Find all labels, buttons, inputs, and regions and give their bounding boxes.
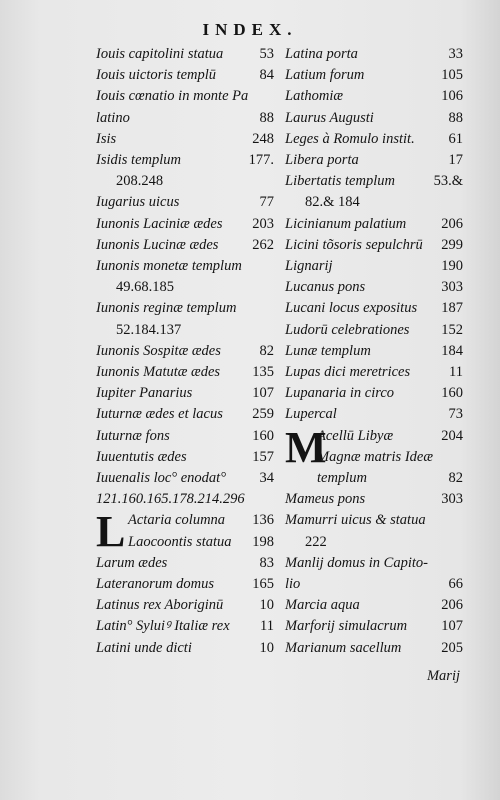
index-entry <box>285 532 463 553</box>
entry-page-ref: 34 <box>259 470 274 487</box>
index-entry <box>285 277 463 298</box>
index-entry <box>285 44 463 65</box>
index-entry <box>285 553 463 574</box>
entry-term: Iunonis Sospitæ ædes <box>96 342 221 359</box>
entry-page-ref: 160 <box>441 385 463 402</box>
entry-term: Lateranorum domus <box>96 576 215 593</box>
entry-term: Acellū Libyæ <box>317 427 394 444</box>
entry-page-ref: 82 <box>448 470 463 487</box>
index-entry <box>96 638 274 659</box>
index-entry <box>96 362 274 383</box>
index-entry <box>285 86 463 107</box>
index-entry <box>96 150 274 171</box>
entry-term: Manlij domus in Capito- <box>285 554 428 571</box>
entry-page-ref: 53 <box>259 46 274 62</box>
index-entry <box>285 150 463 171</box>
index-entry <box>96 277 274 298</box>
entry-term: 121.160.165.178.214.296 <box>96 491 245 508</box>
entry-page-ref: 84 <box>259 67 274 84</box>
entry-term: Leges à Romulo instit. <box>285 130 415 147</box>
index-entry <box>96 574 274 595</box>
index-entry <box>96 595 274 616</box>
index-entry <box>285 447 463 468</box>
entry-term: Iouis cœnatio in monte Pa <box>96 88 249 105</box>
dropcap-letter: M <box>285 422 327 472</box>
entry-page-ref: 106 <box>441 88 463 105</box>
entry-page-ref: 17 <box>448 152 463 169</box>
entry-term: latino <box>96 109 130 126</box>
entry-term: Iouis uictoris templū <box>96 67 217 84</box>
entry-page-ref: 66 <box>448 576 463 593</box>
entry-page-ref: 222 <box>305 533 327 550</box>
entry-term: Lucanus pons <box>285 279 366 296</box>
entry-page-ref: 105 <box>441 67 463 84</box>
entry-page-ref: 259 <box>252 406 274 423</box>
entry-term: Iugarius uicus <box>96 194 180 211</box>
entry-term: templum <box>317 470 367 487</box>
entry-page-ref: 208.248 <box>116 173 164 190</box>
entry-page-ref: 77 <box>259 194 274 211</box>
entry-term: Iuuentutis ædes <box>96 448 187 465</box>
entry-page-ref: 49.68.185 <box>116 279 174 296</box>
entry-page-ref: 248 <box>252 130 274 147</box>
index-entry <box>96 468 274 489</box>
entry-term: Mameus pons <box>285 491 366 508</box>
dropcap-letter: L <box>96 507 126 557</box>
index-entry <box>96 129 274 150</box>
entry-page-ref: 187 <box>441 300 463 317</box>
entry-term: Lupas dici meretrices <box>285 364 411 381</box>
entry-term: Latium forum <box>285 67 365 84</box>
entry-page-ref: 11 <box>260 618 274 635</box>
index-entry <box>96 86 274 107</box>
entry-term: Libera porta <box>285 152 359 169</box>
index-entry <box>96 108 274 129</box>
dropcap-block-m <box>285 422 463 490</box>
entry-term: Latini unde dicti <box>96 639 192 656</box>
index-entry <box>285 383 463 404</box>
entry-term: Iunonis Lucinæ ædes <box>96 236 219 253</box>
index-entry <box>96 65 274 86</box>
index-entry <box>96 235 274 256</box>
entry-page-ref: 206 <box>441 215 463 232</box>
entry-term: Marianum sacellum <box>285 639 402 656</box>
index-entry <box>96 171 274 192</box>
entry-page-ref: 83 <box>259 554 274 571</box>
entry-page-ref: 61 <box>448 130 463 147</box>
entry-term: Iuturnæ ædes et lacus <box>96 406 223 423</box>
entry-page-ref: 157 <box>252 448 274 465</box>
entry-page-ref: 11 <box>449 364 463 381</box>
entry-term: Iouis capitolini statua <box>96 46 224 62</box>
entry-term: Lupercal <box>285 406 337 423</box>
entry-term: Lunæ templum <box>285 342 371 359</box>
catchword: Marij <box>426 668 460 684</box>
index-entry <box>285 616 463 637</box>
index-entry <box>285 171 463 192</box>
index-entry <box>285 489 463 510</box>
entry-term: Magnæ matris Ideæ <box>317 448 433 465</box>
entry-term: Iunonis monetæ templum <box>96 258 242 275</box>
entry-term: Lupanaria in circo <box>285 385 395 402</box>
entry-page-ref: 107 <box>441 618 463 635</box>
entry-term: Lathomiæ <box>285 88 344 105</box>
index-entry <box>96 447 274 468</box>
entry-page-ref: 10 <box>259 597 274 614</box>
entry-page-ref: 52.184.137 <box>116 321 182 338</box>
entry-term: Ludorū celebrationes <box>285 321 410 338</box>
index-column-right <box>285 44 463 659</box>
entry-term: Libertatis templum <box>285 173 395 190</box>
entry-page-ref: 204 <box>441 427 463 444</box>
entry-term: Lignarij <box>285 258 333 275</box>
entry-term: Actaria columna <box>128 512 226 529</box>
entry-term: Iuuenalis loc° enodat° <box>96 470 226 487</box>
entry-page-ref: 82 <box>259 342 274 359</box>
entry-term: Larum ædes <box>96 554 168 571</box>
page-header: INDEX. <box>202 20 298 39</box>
entry-page-ref: 303 <box>441 279 463 296</box>
entry-term: Lucani locus expositus <box>285 300 418 317</box>
index-entry <box>285 256 463 277</box>
index-entry <box>96 532 274 553</box>
entry-page-ref: 135 <box>252 364 274 381</box>
entry-page-ref: 165 <box>252 576 274 593</box>
entry-page-ref: 107 <box>252 385 274 402</box>
entry-term: Iunonis reginæ templum <box>96 300 237 317</box>
entry-term: Marforij simulacrum <box>285 618 408 635</box>
index-entry <box>96 192 274 213</box>
entry-term: Iunonis Laciniæ ædes <box>96 215 223 232</box>
entry-term: Isis <box>96 130 117 147</box>
index-entry <box>96 426 274 447</box>
index-entry <box>96 383 274 404</box>
index-entry <box>285 214 463 235</box>
index-entry <box>96 510 274 531</box>
index-entry <box>96 404 274 425</box>
entry-page-ref: 73 <box>448 406 463 423</box>
index-entry <box>285 298 463 319</box>
entry-page-ref: 53.& <box>433 173 463 190</box>
entry-page-ref: 203 <box>252 215 274 232</box>
entry-page-ref: 160 <box>252 427 274 444</box>
index-entry <box>285 235 463 256</box>
entry-page-ref: 184 <box>441 342 463 359</box>
index-entry <box>285 426 463 447</box>
entry-term: Laurus Augusti <box>285 109 374 126</box>
entry-page-ref: 190 <box>441 258 463 275</box>
entry-term: Licinianum palatium <box>285 215 407 232</box>
entry-page-ref: 303 <box>441 491 463 508</box>
entry-term: Iupiter Panarius <box>96 385 193 402</box>
entry-term: Latin° Syluiꝰ Italiæ rex <box>96 618 230 635</box>
entry-page-ref: 262 <box>252 236 274 253</box>
index-entry <box>285 192 463 213</box>
index-entry <box>285 362 463 383</box>
index-entry <box>285 341 463 362</box>
entry-term: Licini tõsoris sepulchrū <box>285 236 423 253</box>
entry-page-ref: 33 <box>448 46 463 62</box>
entry-term: Mamurri uicus & statua <box>285 512 426 529</box>
entry-term: Iuturnæ fons <box>96 427 170 444</box>
index-entry <box>96 320 274 341</box>
index-entry <box>96 298 274 319</box>
index-entry <box>96 256 274 277</box>
index-entry <box>285 108 463 129</box>
entry-term: Laocoontis statua <box>128 533 232 550</box>
entry-page-ref: 152 <box>441 321 463 338</box>
index-entry <box>285 129 463 150</box>
index-entry <box>96 616 274 637</box>
index-entry <box>285 65 463 86</box>
dropcap-block-l <box>96 507 274 557</box>
entry-term: Isidis templum <box>96 152 181 169</box>
entry-page-ref: 10 <box>259 639 274 656</box>
entry-term: Latina porta <box>285 46 358 62</box>
entry-page-ref: 205 <box>441 639 463 656</box>
index-entry <box>285 638 463 659</box>
index-entry <box>285 595 463 616</box>
entry-page-ref: 82.& 184 <box>305 194 360 211</box>
entry-term: lio <box>285 576 301 593</box>
index-entry <box>96 553 274 574</box>
entry-term: Iunonis Matutæ ædes <box>96 364 221 381</box>
entry-page-ref: 198 <box>252 533 274 550</box>
entry-page-ref: 206 <box>441 597 463 614</box>
index-column-left <box>96 44 274 659</box>
entry-term: Latinus rex Aboriginū <box>96 597 224 614</box>
index-entry <box>96 44 274 65</box>
index-entry <box>285 510 463 531</box>
index-entry <box>285 320 463 341</box>
entry-page-ref: 88 <box>448 109 463 126</box>
index-entry <box>285 468 463 489</box>
entry-page-ref: 88 <box>259 109 274 126</box>
entry-page-ref: 299 <box>441 236 463 253</box>
entry-term: Marcia aqua <box>285 597 360 614</box>
index-entry <box>285 574 463 595</box>
index-entry <box>96 341 274 362</box>
index-entry <box>96 214 274 235</box>
entry-page-ref: 136 <box>252 512 274 529</box>
entry-page-ref: 177. <box>248 152 274 169</box>
